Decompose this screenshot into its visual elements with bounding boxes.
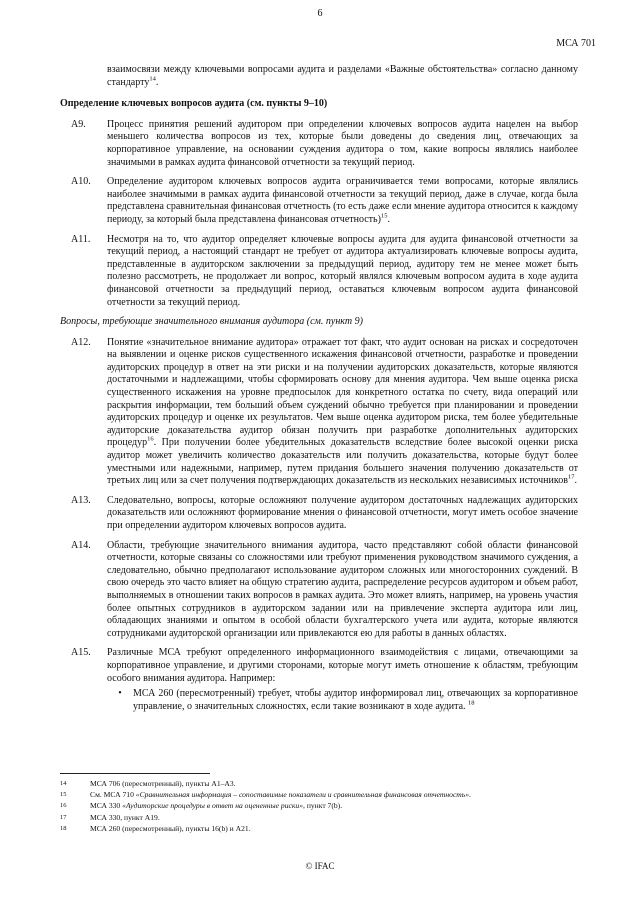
paragraph-a14	[60, 540, 578, 641]
bullet-item	[107, 688, 578, 713]
intro-text: взаимосвязи между ключевыми вопросами аудита и разделами «Важные обстоятельства» согласно данному стандарту	[107, 64, 578, 88]
bullet-text: МСА 260 (пересмотренный) требует, чтобы аудитор информировал лиц, отвечающих за корпоративное управление, о значительных сложностях, если такие возникают в ходе аудита. $^{18}$	[133, 688, 578, 712]
footnote-15	[60, 789, 578, 800]
footnote-number: 14	[60, 780, 67, 787]
footnote-number: 15	[60, 791, 67, 799]
paragraph-a12	[60, 337, 578, 488]
footnote-ref[interactable]: 14	[149, 75, 156, 83]
footnotes	[60, 773, 578, 834]
paragraph-number: A9.	[71, 118, 86, 130]
paragraph-number: A10.	[71, 176, 91, 188]
paragraph-number: A12.	[71, 336, 91, 348]
paragraph-a15	[60, 647, 578, 713]
paragraph-text: Следовательно, вопросы, которые осложняют получение аудитором достаточных надлежащих аудиторских доказательств или осложняют формирование мнения о финансовой отчетности, могут иметь особое значение при определении аудитором ключевых вопросов аудита.	[107, 494, 578, 531]
page-content	[60, 64, 578, 720]
footnote-16	[60, 800, 578, 811]
footnote-number: 16	[60, 802, 67, 810]
paragraph-body	[107, 647, 578, 713]
section-heading-significant-attention: Вопросы, требующие значительного внимания аудитора (см. пункт 9)	[60, 316, 363, 328]
paragraph-text: Несмотря на то, что аудитор определяет ключевые вопросы аудита для аудита финансовой отчетности за текущий период, а настоящий стандарт не требует от аудитора актуализировать ключевые вопросы аудита, представленные в аудиторском заключении за предыдущий период, аудитору тем не менее может быть полезно рассмотреть, не продолжает ли вопрос, который являлся ключевым вопросом аудита в ходе аудита финансовой отчетности за предыдущий период, оставаться ключевым вопросом аудита финансовой отчетности за текущий период.	[107, 233, 578, 308]
footnote-18	[60, 823, 578, 834]
section-heading-key-matters: Определение ключевых вопросов аудита (см. пункты 9–10)	[60, 98, 328, 110]
paragraph-text: Процесс принятия решений аудитором при определении ключевых вопросов аудита нацелен на выбор меньшего количества вопросов из тех, которые были доведены до сведения лиц, отвечающих за корпоративное управление, на основании суждения аудитора о том, какие вопросы являлись наиболее значимыми в рамках аудита финансовой отчетности за текущий период.	[107, 118, 578, 168]
footnote-17	[60, 812, 578, 823]
paragraph-number: A11.	[71, 233, 91, 245]
page-number: 6	[317, 8, 323, 19]
paragraph-text: Понятие «значительное внимание аудитора» отражает тот факт, что аудит основан на рисках и сосредоточен на выявлении и оценке рисков существенного искажения финансовой отчетности, разработке и проведении аудиторских процедур в ответ на эти риски и на получении аудиторских доказательств, которые являются достаточными и надлежащими, чтобы сформировать основу для мнения аудитора. Чем выше оценка риска существенного искажения на уровне предпосылок для конкретного остатка по счету, вида операций или раскрытия информации, тем больший объем суждений обычно требуется при планировании и проведении аудиторских процедур и оценке их результатов. Чем выше оценка аудитором риска, тем более убедительные аудиторские доказательства аудитор обязан получить при разработке дополнительных аудиторских процедур$^{16}$. При получении более убедительных доказательств вследствие более высокой оценки риска аудитор может увеличить количество доказательств или получить доказательства, которые будут более уместными или надежными, например, путем придания большего значения получению доказательств от третьих лиц или за счет получения подтверждающих доказательств из нескольких независимых источников$^{17}$.	[107, 336, 578, 487]
footnote-text: МСА 706 (пересмотренный), пункты A1–A3.	[90, 779, 236, 788]
footnote-ref[interactable]: 16	[147, 436, 154, 444]
footnote-text: МСА 260 (пересмотренный), пункты 16(b) и A21.	[90, 823, 251, 833]
copyright-footer: © IFAC	[305, 861, 335, 871]
footnote-text: См. МСА 710 «Сравнительная информация – сопоставимые показатели и сравнительная финансовая отчетность».	[90, 790, 471, 800]
footnote-ref[interactable]: 18	[468, 699, 475, 707]
footnote-number: 17	[60, 813, 67, 821]
paragraph-text: Различные МСА требуют определенного информационного взаимодействия с лицами, отвечающими за корпоративное управление, и другими сторонами, которые могут иметь отношение к областям, требующим особого внимания аудитора. Например:	[107, 647, 578, 684]
paragraph-number: A13.	[71, 494, 91, 506]
paragraph-a9	[60, 119, 578, 169]
footnote-text: МСА 330 «Аудиторские процедуры в ответ на оцененные риски», пункт 7(b).	[90, 801, 343, 811]
paragraph-number: A15.	[71, 647, 91, 659]
bullet-icon: •	[118, 688, 122, 700]
paragraph-a13	[60, 495, 578, 533]
intro-paragraph: взаимосвязи между ключевыми вопросами аудита и разделами «Важные обстоятельства» согласно данному стандарту$^{14}$.	[107, 64, 578, 88]
footnote-ref[interactable]: 15	[380, 212, 388, 220]
paragraph-number: A14.	[71, 539, 91, 551]
document-code: МСА 701	[556, 38, 596, 49]
footnote-text: МСА 330, пункт A19.	[90, 812, 160, 822]
footnote-14	[60, 778, 578, 789]
footnote-number: 18	[60, 824, 67, 832]
footnote-divider	[60, 773, 210, 774]
paragraph-a10	[60, 176, 578, 226]
paragraph-a11	[60, 234, 578, 310]
paragraph-text: Определение аудитором ключевых вопросов аудита ограничивается теми вопросами, которые являлись наиболее значимыми в рамках аудита финансовой отчетности за текущий период, даже в случае, когда была представлена сравнительная финансовая отчетность (то есть даже если мнение аудитора относится к каждому периоду, за который была представлена финансовая отчетность)$^{15}$.	[107, 176, 578, 225]
paragraph-text: Области, требующие значительного внимания аудитора, часто представляют собой области финансовой отчетности, которые связаны со сложностями или требуют применения руководством значимого суждения, а следовательно, обычно предполагают использование аудитором сложных или многосторонних суждений. В свою очередь это часто влияет на общую стратегию аудита, распределение ресурсов аудитором и объем работ, выполняемых в отношении таких вопросов в рамках аудита. Это может влиять, например, на уровень участия более опытных сотрудников в аудиторском задании или на привлечение эксперта аудитора или лиц, обладающих знаниями и опытом в особой области бухгалтерского учета или аудита, которые являются сотрудниками аудиторской организации или привлекаются ею для работы в данных областях.	[107, 539, 578, 639]
footnote-ref[interactable]: 17	[567, 473, 575, 481]
